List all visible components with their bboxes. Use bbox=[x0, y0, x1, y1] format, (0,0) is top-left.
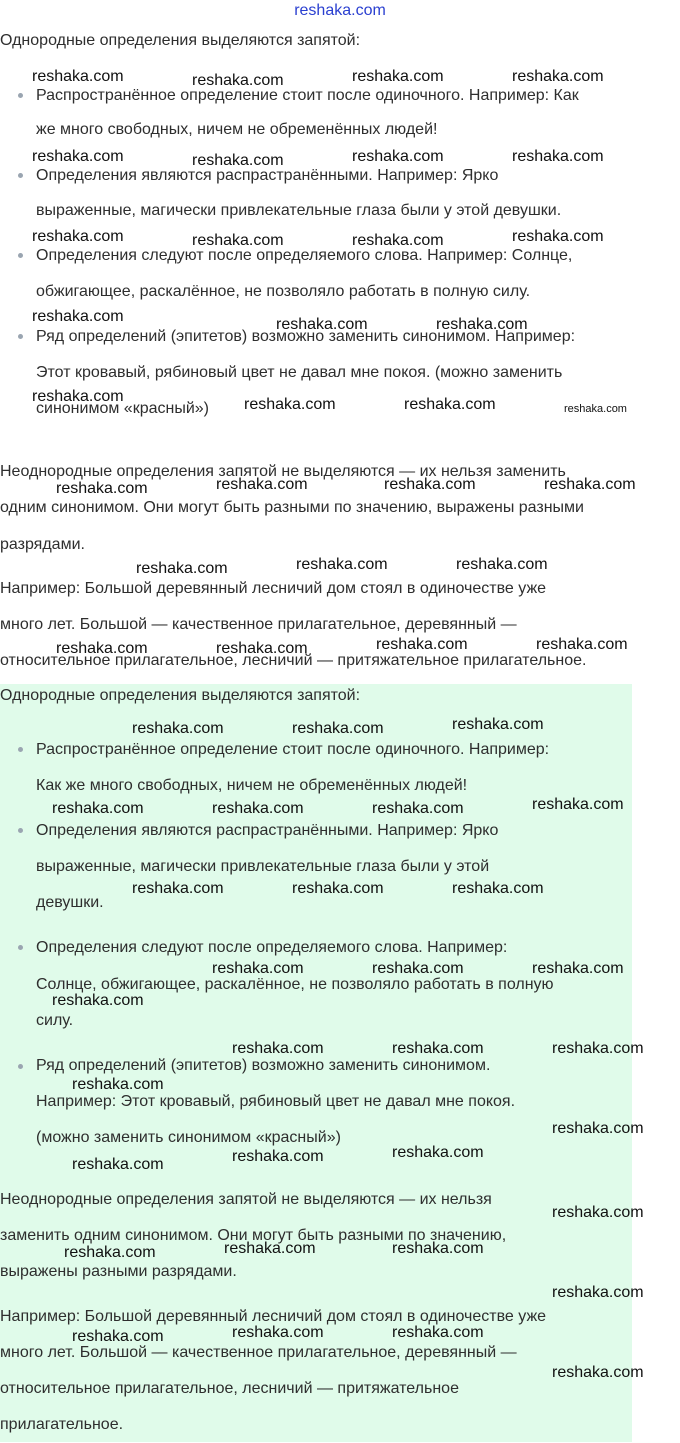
watermark: reshaka.com bbox=[436, 316, 528, 333]
watermark: reshaka.com bbox=[192, 72, 284, 89]
watermark: reshaka.com bbox=[232, 1040, 324, 1057]
watermark: reshaka.com bbox=[376, 636, 468, 653]
watermark: reshaka.com bbox=[132, 880, 224, 897]
watermark: reshaka.com bbox=[456, 556, 548, 573]
watermark: reshaka.com bbox=[512, 68, 604, 85]
top-para1-line-1: Неоднородные определения запятой не выделяются — их нельзя заменить bbox=[0, 463, 566, 480]
watermark: reshaka.com bbox=[352, 148, 444, 165]
watermark: reshaka.com bbox=[564, 403, 627, 415]
watermark: reshaka.com bbox=[56, 640, 148, 657]
green-item-3-line-1: Определения следуют после определяемого слова. Например: bbox=[36, 939, 508, 956]
watermark: reshaka.com bbox=[132, 720, 224, 737]
bullet-icon bbox=[18, 1064, 23, 1069]
bullet-icon bbox=[18, 945, 23, 950]
watermark: reshaka.com bbox=[232, 1148, 324, 1165]
watermark: reshaka.com bbox=[512, 148, 604, 165]
watermark: reshaka.com bbox=[56, 480, 148, 497]
watermark: reshaka.com bbox=[192, 152, 284, 169]
watermark: reshaka.com bbox=[532, 796, 624, 813]
watermark: reshaka.com bbox=[52, 800, 144, 817]
green-para1-line-1: Неоднородные определения запятой не выделяются — их нельзя bbox=[0, 1191, 492, 1208]
top-para1-line-3: разрядами. bbox=[0, 536, 85, 553]
bullet-icon bbox=[18, 828, 23, 833]
green-item-3-line-2: Солнце, обжигающее, раскалённое, не позволяло работать в полную bbox=[36, 976, 554, 993]
green-para2-line-1: Например: Большой деревянный лесничий дом стоял в одиночестве уже bbox=[0, 1308, 547, 1325]
watermark: reshaka.com bbox=[392, 1144, 484, 1161]
watermark: reshaka.com bbox=[292, 880, 384, 897]
top-item-4-line-3: синонимом «красный») bbox=[36, 400, 209, 417]
watermark: reshaka.com bbox=[392, 1240, 484, 1257]
watermark: reshaka.com bbox=[552, 1040, 644, 1057]
green-para2-line-4: прилагательное. bbox=[0, 1416, 124, 1433]
watermark: reshaka.com bbox=[212, 800, 304, 817]
green-para1-line-2: заменить одним синонимом. Они могут быть разными по значению, bbox=[0, 1227, 507, 1244]
green-para2-line-3: относительное прилагательное, лесничий — притяжательное bbox=[0, 1380, 459, 1397]
top-item-1-line-1: Распространённое определение стоит после одиночного. Например: Как bbox=[36, 87, 579, 104]
top-item-4-line-1: Ряд определений (эпитетов) возможно заменить синонимом. Например: bbox=[36, 328, 576, 345]
watermark: reshaka.com bbox=[276, 316, 368, 333]
watermark: reshaka.com bbox=[296, 556, 388, 573]
watermark: reshaka.com bbox=[64, 1244, 156, 1261]
site-link[interactable]: reshaka.com bbox=[294, 2, 386, 19]
watermark: reshaka.com bbox=[212, 960, 304, 977]
watermark: reshaka.com bbox=[32, 228, 124, 245]
watermark: reshaka.com bbox=[72, 1076, 164, 1093]
green-item-2-line-3: девушки. bbox=[36, 894, 104, 911]
green-item-2-line-2: выраженные, магически привлекательные глаза были у этой bbox=[36, 858, 490, 875]
watermark: reshaka.com bbox=[32, 308, 124, 325]
bullet-icon bbox=[18, 173, 23, 178]
green-item-2-line-1: Определения являются распрастранёнными. Например: Ярко bbox=[36, 822, 499, 839]
watermark: reshaka.com bbox=[352, 68, 444, 85]
watermark: reshaka.com bbox=[512, 228, 604, 245]
watermark: reshaka.com bbox=[452, 880, 544, 897]
watermark: reshaka.com bbox=[552, 1284, 644, 1301]
watermark: reshaka.com bbox=[72, 1156, 164, 1173]
watermark: reshaka.com bbox=[392, 1040, 484, 1057]
top-item-3-line-2: обжигающее, раскалённое, не позволяло работать в полную силу. bbox=[36, 283, 531, 300]
top-para1-line-2: одним синонимом. Они могут быть разными по значению, выражены разными bbox=[0, 499, 584, 516]
green-para1-line-3: выражены разными разрядами. bbox=[0, 1263, 237, 1280]
watermark: reshaka.com bbox=[72, 1328, 164, 1345]
top-item-2-line-1: Определения являются распрастранёнными. Например: Ярко bbox=[36, 167, 499, 184]
green-item-3-line-3: силу. bbox=[36, 1012, 74, 1029]
top-heading: Однородные определения выделяются запятой: bbox=[0, 32, 361, 49]
top-para2-line-1: Например: Большой деревянный лесничий дом стоял в одиночестве уже bbox=[0, 580, 547, 597]
watermark: reshaka.com bbox=[32, 388, 124, 405]
top-para2-line-3: относительное прилагательное, лесничий — притяжательное прилагательное. bbox=[0, 652, 587, 669]
bullet-icon bbox=[18, 93, 23, 98]
green-item-4-line-1: Ряд определений (эпитетов) возможно заменить синонимом. bbox=[36, 1057, 491, 1074]
watermark: reshaka.com bbox=[372, 960, 464, 977]
watermark: reshaka.com bbox=[552, 1120, 644, 1137]
watermark: reshaka.com bbox=[292, 720, 384, 737]
watermark: reshaka.com bbox=[384, 476, 476, 493]
top-item-4-line-2: Этот кровавый, рябиновый цвет не давал мне покоя. (можно заменить bbox=[36, 364, 563, 381]
green-item-4-line-2: Например: Этот кровавый, рябиновый цвет не давал мне покоя. bbox=[36, 1093, 516, 1110]
watermark: reshaka.com bbox=[224, 1240, 316, 1257]
top-para2-line-2: много лет. Большой — качественное прилагательное, деревянный — bbox=[0, 616, 517, 633]
watermark: reshaka.com bbox=[136, 560, 228, 577]
watermark: reshaka.com bbox=[352, 232, 444, 249]
green-item-4-line-3: (можно заменить синонимом «красный») bbox=[36, 1129, 341, 1146]
watermark: reshaka.com bbox=[192, 232, 284, 249]
watermark: reshaka.com bbox=[32, 68, 124, 85]
watermark: reshaka.com bbox=[244, 396, 336, 413]
green-para2-line-2: много лет. Большой — качественное прилагательное, деревянный — bbox=[0, 1344, 517, 1361]
green-heading: Однородные определения выделяются запятой: bbox=[0, 687, 361, 704]
top-item-3-line-1: Определения следуют после определяемого слова. Например: Солнце, bbox=[36, 247, 573, 264]
watermark: reshaka.com bbox=[536, 636, 628, 653]
green-item-1-line-2: Как же много свободных, ничем не обременённых людей! bbox=[36, 777, 468, 794]
watermark: reshaka.com bbox=[52, 992, 144, 1009]
bullet-icon bbox=[18, 334, 23, 339]
watermark: reshaka.com bbox=[216, 640, 308, 657]
green-item-1-line-1: Распространённое определение стоит после одиночного. Например: bbox=[36, 741, 550, 758]
watermark: reshaka.com bbox=[404, 396, 496, 413]
watermark: reshaka.com bbox=[544, 476, 636, 493]
watermark: reshaka.com bbox=[552, 1364, 644, 1381]
watermark: reshaka.com bbox=[552, 1204, 644, 1221]
bullet-icon bbox=[18, 253, 23, 258]
watermark: reshaka.com bbox=[232, 1324, 324, 1341]
top-item-1-line-2: же много свободных, ничем не обременённых людей! bbox=[36, 121, 438, 138]
watermark: reshaka.com bbox=[32, 148, 124, 165]
watermark: reshaka.com bbox=[372, 800, 464, 817]
top-item-2-line-2: выраженные, магически привлекательные глаза были у этой девушки. bbox=[36, 202, 562, 219]
watermark: reshaka.com bbox=[216, 476, 308, 493]
watermark: reshaka.com bbox=[452, 716, 544, 733]
watermark: reshaka.com bbox=[392, 1324, 484, 1341]
watermark: reshaka.com bbox=[532, 960, 624, 977]
bullet-icon bbox=[18, 747, 23, 752]
